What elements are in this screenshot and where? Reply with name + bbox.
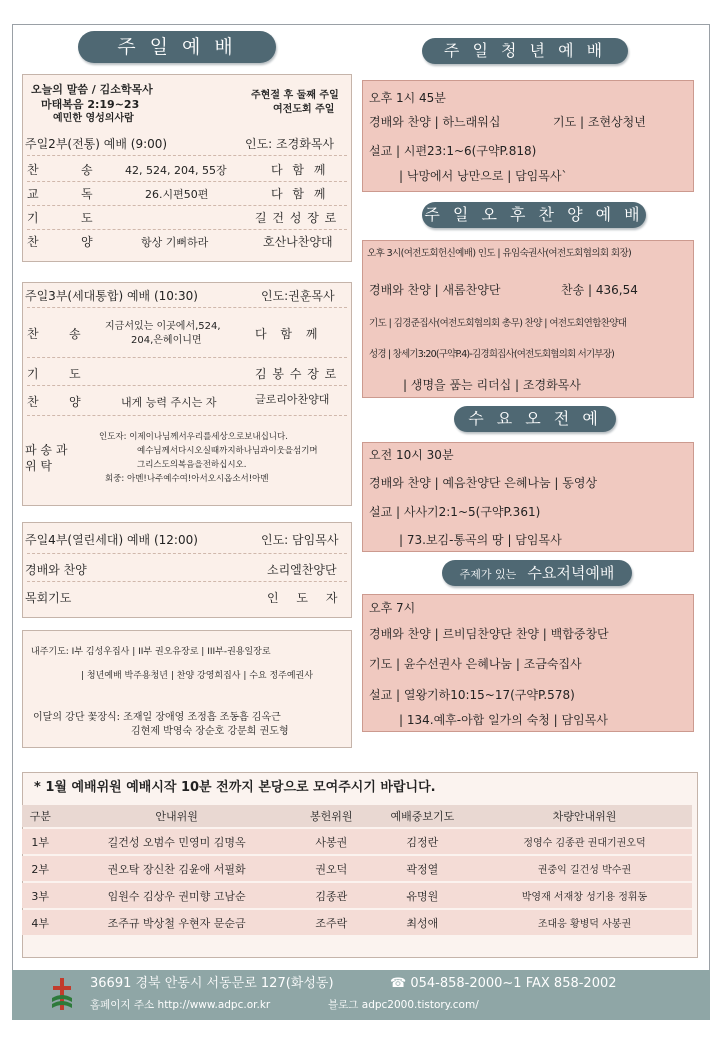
wed-pm-prayer: 기도 | 윤수선권사 은혜나눔 | 조금숙집사 (369, 657, 582, 671)
row-label: 위 탁 (25, 459, 52, 473)
table-cell: 박영재 서재창 성기용 정휘동 (477, 883, 692, 908)
table-cell: 유명원 (368, 883, 477, 908)
table-cell: 곽정열 (368, 856, 477, 881)
row-who: 글로리아찬양대 (255, 393, 330, 406)
send-line: 회중: 아멘!나주예수여!아서오시옵소서!아멘 (105, 474, 269, 484)
prayer-flowers-box (22, 630, 352, 748)
afternoon-sermon: | 생명을 품는 리더십 | 조경화목사 (403, 378, 581, 392)
row-label: 찬 (27, 395, 39, 409)
table-cell: 임원수 김상우 권미향 고남순 (58, 883, 294, 908)
row-label: 송 (81, 163, 93, 177)
sunday-3-service-box (22, 282, 352, 506)
table-header: 봉헌위원 (295, 805, 368, 827)
table-header: 차량안내위원 (477, 805, 692, 827)
youth-time: 오후 1시 45분 (369, 91, 446, 105)
wed-am-sermon-passage: 설교 | 사사기2:1~5(구약P.361) (369, 505, 541, 519)
table-header: 구분 (22, 805, 58, 827)
send-line: 인도자: 이제이나님께서우리를세상으로보내십니다. (99, 432, 288, 442)
table-row (22, 829, 692, 854)
afternoon-line: 성경 | 창세기3:20(구약P.4)-김경희집사(여전도회협의회 서기부장) (369, 349, 615, 360)
table-cell: 최성애 (368, 910, 477, 935)
committee-title: * 1월 예배위원 예배시작 10분 전까지 본당으로 모여주시기 바랍니다. (34, 780, 436, 795)
intercession-line: | 청년예배 박주용청년 | 찬양 강영희집사 | 수요 정주예권사 (81, 671, 313, 681)
row-label: 찬 (27, 235, 39, 249)
row-who: 호산나찬양대 (263, 235, 333, 249)
wed-pm-sermon-title: | 134.예후-아합 일가의 숙청 | 담임목사 (399, 713, 608, 727)
row-label: 도 (69, 367, 81, 381)
service-2-header: 주일2부(전통) 예배 (9:00) (25, 137, 168, 151)
table-cell: 길건성 오범수 민영미 김명옥 (58, 829, 294, 854)
row-label: 양 (69, 395, 81, 409)
row-who: 다 함 께 (271, 163, 329, 177)
flowers-line: 김현제 박영숙 장순호 강문희 권도형 (131, 726, 289, 737)
wed-pm-time: 오후 7시 (369, 601, 416, 615)
row-who: 소리엘찬양단 (267, 563, 337, 577)
sunday-worship-title: 주 일 예 배 (78, 31, 276, 63)
youth-worship-title: 주 일 청 년 예 배 (422, 38, 628, 64)
youth-worship-box (362, 80, 694, 192)
row-label: 기 (27, 367, 39, 381)
intercession-line: 내주기도: I부 김성우집사 | II부 권오유장로 | III부-권용일장로 (31, 647, 271, 657)
table-row (22, 910, 692, 935)
table-cell: 김종관 (295, 883, 368, 908)
wednesday-morning-title: 수 요 오 전 예 (454, 406, 616, 432)
row-label: 교 (27, 187, 39, 201)
youth-prayer: 기도 | 조현상청년 (553, 115, 646, 129)
table-row (22, 856, 692, 881)
youth-sermon-passage: 설교 | 시편23:1~6(구약P.818) (369, 144, 537, 158)
table-cell: 사봉권 (295, 829, 368, 854)
service-3-header: 주일3부(세대통합) 예배 (10:30) (25, 289, 198, 303)
youth-praise: 경배와 찬양 | 하느래워십 (369, 115, 501, 129)
table-header: 안내위원 (58, 805, 294, 827)
wed-pm-title-small: 주제가 있는 (459, 568, 517, 581)
row-label: 경배와 찬양 (25, 563, 87, 577)
row-label: 찬 (27, 327, 39, 341)
row-value: 항상 기뻐하라 (141, 236, 209, 249)
wed-pm-title-big: 수요저녁예배 (527, 564, 615, 582)
send-line: 예수님께서다시오실때까지하나님과이웃을섬기며 (137, 446, 318, 456)
row-label: 도 (81, 211, 93, 225)
table-cell: 4부 (22, 910, 58, 935)
table-cell: 권중익 길건성 박수권 (477, 856, 692, 881)
wednesday-morning-box (362, 442, 694, 552)
table-cell: 정영수 김종관 권대기권오덕 (477, 829, 692, 854)
service-2-leader: 인도: 조경화목사 (245, 137, 335, 151)
table-row (22, 883, 692, 908)
row-value: 204,은혜이니면 (131, 335, 202, 346)
afternoon-line: 기도 | 김경준집사(여전도회협의회 총무) 찬양 | 여전도회연합찬양대 (369, 318, 627, 329)
wed-am-praise: 경배와 찬양 | 예음찬양단 은혜나눔 | 동영상 (369, 476, 598, 490)
footer-homepage-link[interactable]: 홈페이지 주소 http://www.adpc.or.kr (90, 999, 271, 1011)
row-label: 독 (81, 187, 93, 201)
footer-address: 36691 경북 안동시 서동문로 127(화성동) (90, 976, 334, 991)
afternoon-hymn: 찬송 | 436,54 (561, 283, 638, 297)
row-value: 내게 능력 주시는 자 (121, 396, 217, 409)
flowers-line: 이달의 강단 꽃장식: 조재일 장애영 조정흠 조동흠 김옥근 (33, 712, 281, 723)
table-cell: 조주락 (295, 910, 368, 935)
service-4-header: 주일4부(열린세대) 예배 (12:00) (25, 533, 198, 547)
service-3-leader: 인도:권훈목사 (261, 289, 335, 303)
sunday-2-service-box (22, 74, 352, 262)
table-cell: 2부 (22, 856, 58, 881)
row-who: 김 봉 수 장 로 (255, 367, 338, 381)
afternoon-praise: 경배와 찬양 | 새롬찬양단 (369, 283, 501, 297)
afternoon-worship-box (362, 240, 694, 398)
row-value: 26.시편50편 (145, 188, 209, 201)
wednesday-evening-box (362, 594, 694, 732)
row-who: 다 함 께 (271, 187, 329, 201)
row-label: 양 (81, 235, 93, 249)
afternoon-worship-title: 주 일 오 후 찬 양 예 배 (422, 202, 646, 228)
sermon-passage: 마태복음 2:19~23 (41, 98, 140, 111)
table-cell: 김정란 (368, 829, 477, 854)
table-cell: 권오탁 장신찬 김윤애 서필화 (58, 856, 294, 881)
table-cell: 권오덕 (295, 856, 368, 881)
sermon-title: 예민한 영성의사람 (53, 113, 134, 124)
table-cell: 조주규 박상철 우현자 문순금 (58, 910, 294, 935)
week-theme: 여전도회 주일 (273, 104, 335, 115)
week-name: 주현절 후 둘째 주일 (251, 90, 339, 101)
row-who: 다 함 께 (255, 327, 323, 341)
footer (12, 970, 710, 1020)
row-who: 길 건 성 장 로 (255, 211, 338, 225)
sermon-label: 오늘의 말씀 / 김소학목사 (31, 83, 153, 96)
footer-phone: ☎ 054-858-2000~1 FAX 858-2002 (390, 976, 617, 991)
row-label: 파 송 과 (25, 443, 68, 457)
youth-sermon-title: | 낙망에서 낭만으로 | 담임목사` (399, 169, 568, 183)
sunday-4-service-box (22, 522, 352, 618)
afternoon-line: 오후 3시(여전도회헌신예배) 인도 | 유임숙권사(여전도회협의회 회장) (367, 248, 632, 259)
table-cell: 3부 (22, 883, 58, 908)
table-cell: 1부 (22, 829, 58, 854)
row-who: 인 도 자 (267, 591, 345, 605)
table-cell: 조대응 황병덕 사봉권 (477, 910, 692, 935)
row-label: 기 (27, 211, 39, 225)
row-label: 찬 (27, 163, 39, 177)
wed-am-sermon-title: | 73.보김-통곡의 땅 | 담임목사 (399, 533, 562, 547)
church-logo-icon (50, 976, 74, 1014)
row-label: 목회기도 (25, 591, 72, 605)
service-4-leader: 인도: 담임목사 (261, 533, 339, 547)
footer-blog-link[interactable]: 블로그 adpc2000.tistory.com/ (328, 999, 479, 1011)
wed-am-time: 오전 10시 30분 (369, 448, 454, 462)
committee-table (22, 803, 692, 937)
wed-pm-praise: 경배와 찬양 | 르비딤찬양단 찬양 | 백합중창단 (369, 627, 609, 641)
wednesday-evening-title (442, 560, 632, 586)
row-value: 지금서있는 이곳에서,524, (105, 321, 221, 332)
row-label: 송 (69, 327, 81, 341)
row-value: 42, 524, 204, 55장 (125, 164, 227, 177)
table-header: 예배중보기도 (368, 805, 477, 827)
send-line: 그리스도의복음을전하십시오. (137, 460, 247, 470)
wed-pm-sermon-passage: 설교 | 열왕기하10:15~17(구약P.578) (369, 688, 575, 702)
